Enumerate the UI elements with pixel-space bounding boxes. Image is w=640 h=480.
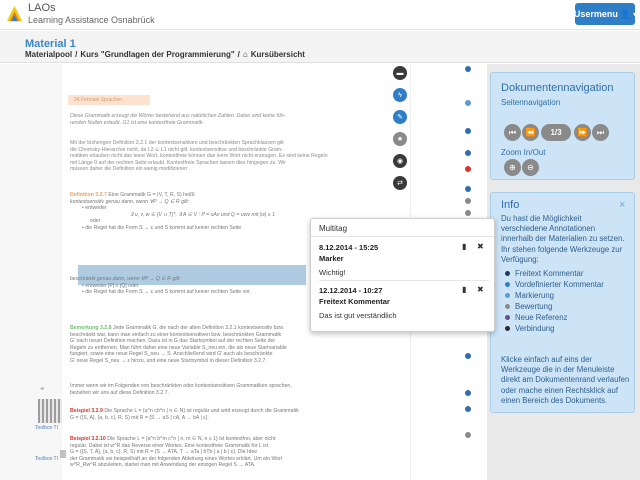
annotation-dot[interactable] <box>465 166 471 172</box>
info-footer: Klicke einfach auf eins der Werkzeuge die in der Menuleiste direkt am Dokumentenrand verlaufen oder mache einen Rechtsklick auf einen Bereich des Dokuments. <box>501 355 630 405</box>
app-subtitle: Learning Assistance Osnabrück <box>28 15 155 25</box>
prev-page-icon: ⏪ <box>525 128 536 137</box>
user-icon: 👤 <box>619 8 632 19</box>
swap-tool[interactable] <box>393 176 407 190</box>
margin-symbol-icon: ⌖ <box>40 384 45 393</box>
doc-paragraph-1: Diese Grammatik erzeugt die Wörter bestehend aus natürlichen Zahlen. Dabei sind keine füh- renden Nullen erlaubt. G1 ist eine kontextfreie Grammatik. <box>70 113 286 126</box>
example2-title: Beispiel 3.2.10 <box>70 436 106 442</box>
annotation-dot[interactable] <box>465 198 471 204</box>
annotation-dot[interactable] <box>465 432 471 438</box>
top-bar <box>0 0 640 30</box>
entry-text: Wichtig! <box>319 268 346 277</box>
comment-tool[interactable] <box>393 66 407 80</box>
user-menu-button[interactable] <box>575 3 635 25</box>
first-page-button[interactable] <box>504 124 521 141</box>
breadcrumb-materialpool[interactable]: Materialpool <box>25 50 73 59</box>
swap-icon: ⇄ <box>397 180 403 187</box>
annotation-dot[interactable] <box>465 128 471 134</box>
close-icon[interactable]: × <box>619 199 626 211</box>
breadcrumb-kurs[interactable]: Kurs "Grundlagen der Programmierung" <box>80 50 235 59</box>
globe-icon: ◉ <box>396 158 404 165</box>
home-icon: ⌂ <box>242 50 248 59</box>
doc-definition: Definition 3.2.7 Eine Grammatik G = (V, T, R, S) heißt kontextsensitiv genau dann, wenn ∀P → Q ∈ R gilt: • entweder ∃ u, v, w ∈ (V ∪ T)*, ∃ A ∈ V : P = uAv und Q = uwv mit |w| ≥ 1 oder • die Regel hat die Form S → ε und S kommt auf keiner rechten Seite <box>70 192 275 231</box>
annotation-dot[interactable] <box>465 100 471 106</box>
annotation-dot[interactable] <box>465 150 471 156</box>
delete-icon[interactable]: ▮ <box>462 242 467 251</box>
legend-dot-icon <box>505 315 510 320</box>
entry-date: 8.12.2014 - 15:25 <box>319 243 379 252</box>
comment-icon: ▬ <box>396 69 404 77</box>
last-page-icon: ⏭ <box>596 127 605 137</box>
globe-tool[interactable] <box>393 154 407 168</box>
star-tool[interactable] <box>393 132 407 146</box>
app-name: LAOs <box>28 2 56 14</box>
zoom-label: Zoom In/Out <box>501 148 546 157</box>
next-page-icon: ⏩ <box>577 128 588 137</box>
pencil-icon: ✎ <box>397 114 403 121</box>
legend-item: Verbindung <box>505 323 604 334</box>
zoom-in-button[interactable] <box>504 159 521 176</box>
caret-down-icon: ▾ <box>633 11 637 18</box>
entry-type: Freitext Kommentar <box>319 297 390 306</box>
multitag-popup <box>310 218 495 332</box>
prev-page-button[interactable] <box>522 124 539 141</box>
legend-item: Markierung <box>505 290 604 301</box>
close-entry-icon[interactable]: ✖ <box>477 242 484 251</box>
breadcrumb <box>25 50 305 59</box>
legend-item: Neue Referenz <box>505 312 604 323</box>
remark-title: Bemerkung 3.2.8 <box>70 325 112 331</box>
legend-dot-icon <box>505 326 510 331</box>
star-icon: ★ <box>396 136 404 143</box>
annotation-dot[interactable] <box>465 390 471 396</box>
definition-title: Definition 3.2.7 <box>70 192 107 198</box>
info-box <box>490 192 635 413</box>
doc-example-1: Beispiel 3.2.9 Die Sprache L = {a^n cb^n | n ∈ N} ist regulär und wird erzeugt durch die Grammatik G = ({S, A}, {a, b, c}, R, S) mit R = {S → aS | cA, A → bA | ε}. <box>70 408 299 421</box>
entry-text: Das ist gut verständlich <box>319 311 397 320</box>
first-page-icon: ⏮ <box>508 127 517 137</box>
zoom-out-icon: ⊖ <box>527 163 534 172</box>
annotation-dot[interactable] <box>465 353 471 359</box>
page-nav-label: Seitennavigation <box>501 98 561 107</box>
annotation-dot[interactable] <box>465 186 471 192</box>
entry-date: 12.12.2014 - 10:27 <box>319 286 383 295</box>
lightning-icon: ϟ <box>398 91 402 99</box>
legend-dot-icon <box>505 293 510 298</box>
page-title: Material 1 <box>25 38 76 50</box>
entry-type: Marker <box>319 254 344 263</box>
toolbox-label: Toolbox TI <box>35 425 58 431</box>
legend-list <box>505 268 604 334</box>
breadcrumb-separator: / <box>75 50 78 59</box>
doc-paragraph-3: Immer wenn wir im Folgenden von beschränkten oder kontextsensitiven Grammatiken sprechen, beziehen wir uns auf diese Definition 3.2.7. <box>70 383 292 396</box>
zoom-in-icon: ⊕ <box>509 163 516 172</box>
page-marker <box>60 450 66 458</box>
navigation-box <box>490 72 635 180</box>
page-indicator: 1/3 <box>541 124 571 141</box>
info-intro: Du hast die Möglichkeit verschiedene Annotationen innerhalb der Materialien zu setzen. Ihr stehen folgende Werkzeuge zur Verfügung: <box>501 214 625 264</box>
legend-item: Bewertung <box>505 301 604 312</box>
legend-item: Freitext Kommentar <box>505 268 604 279</box>
doc-example-2: Beispiel 3.2.10 Die Sprache L = {a^n b^m c^n | n, m ∈ N, n ≥ 1} ist kontextfrei, aber nicht regulär. Dabei ist w^R das Reverse einer Wortes. Eine kontextfreie Grammatik für L ist G = ({S, T, A}, {a, b, c}, R, S) mit R = {S → ATA, T → aTa | bTb | a | b | ε}. Die Idee der Grammatik sei beispielhaft an der folgenden Ableitung eines Wortes erklärt. Um ein Wort w^R_Rw^R abzuleiten, startet man mit Anwendung der einzigen Regel S → ATA. <box>70 436 283 469</box>
legend-item: Vordefinierter Kommentar <box>505 279 604 290</box>
next-page-button[interactable] <box>574 124 591 141</box>
laos-logo-icon <box>5 4 24 23</box>
qr-code[interactable] <box>38 399 62 423</box>
entry-separator <box>319 280 489 281</box>
info-title: Info <box>501 199 520 211</box>
annotation-dot[interactable] <box>465 406 471 412</box>
navigation-title: Dokumentennavigation <box>501 82 614 94</box>
annotation-dot[interactable] <box>465 210 471 216</box>
close-entry-icon[interactable]: ✖ <box>477 285 484 294</box>
user-menu-label: Usermenu <box>573 9 618 19</box>
doc-remark: Bemerkung 3.2.8 Jede Grammatik G, die nach der alten Definition 3.2.1 kontextsensitiv bzw. beschränkt war, kann man einfach zu einer kontextsensitiven bzw. beschränkten Grammatik G' nach neuer Definition machen. Dazu ist in G das Startsymbol auf der rechten Seite der Regeln zu entfernen. Man führt daher eine neue Variable S_neu ein, die als neue Startvariable fungiert, sowie eine neue Regel S_neu → S. Anschließend wird G' auch als beschränkte G' neue Regel S_neu → ε hinzu, und eine neue Startsymbol in dieser Definition 3.2.7. <box>70 325 287 364</box>
breadcrumb-kursuebersicht[interactable]: Kursübersicht <box>250 50 305 59</box>
document-page-header: 34 Formale Sprachen <box>68 95 150 105</box>
example1-title: Beispiel 3.2.9 <box>70 408 103 414</box>
doc-definition-2: beschränkt genau dann, wenn ∀P → Q ∈ R gilt: • entweder |P| ≤ |Q| oder • die Regel hat die Form S → ε und S kommt auf keiner rechten Seite vor. <box>70 276 252 296</box>
breadcrumb-separator: / <box>237 50 240 59</box>
delete-icon[interactable]: ▮ <box>462 285 467 294</box>
zoom-out-button[interactable] <box>522 159 539 176</box>
annotation-dot[interactable] <box>465 66 471 72</box>
last-page-button[interactable] <box>592 124 609 141</box>
toolbox-label-2: Toolbox TI <box>35 456 58 462</box>
pencil-tool[interactable] <box>393 110 407 124</box>
legend-dot-icon <box>505 282 510 287</box>
popup-title: Multitag <box>311 219 494 237</box>
legend-dot-icon <box>505 304 510 309</box>
legend-dot-icon <box>505 271 510 276</box>
doc-paragraph-2: Mit der bisherigen Definition 3.2.1 der kontextsensitiven und beschränkten Sprachklassen gilt die Chomsky-Hierarchie nicht, da L2 ⊆ L1 nicht gilt: kontextsensitive und beschränkte Gram- matiken erlauben nicht das leere Wort, kontextfreie können das leere Wort nicht erzeugen. Es sind keine Regeln mit Länge 0 auf der rechten Seite erlaubt. Kontextfreie Sprachen lassen dies hingegen zu. Wir müssen daher die Definition ein wenig modifizieren: <box>70 140 328 173</box>
lightning-tool[interactable] <box>393 88 407 102</box>
